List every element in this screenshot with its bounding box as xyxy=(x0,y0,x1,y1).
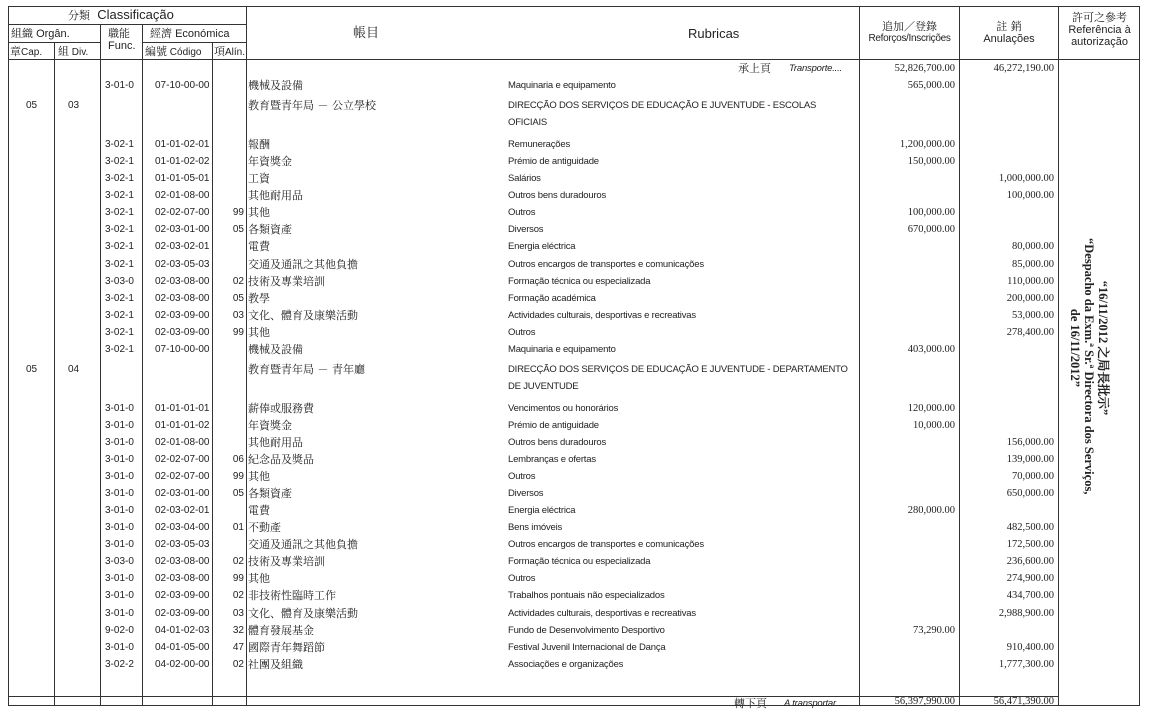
func-code: 3-02-1 xyxy=(105,292,134,304)
econ-code: 07-10-00-00 xyxy=(155,343,210,355)
func-code: 3-01-0 xyxy=(105,539,134,551)
rubric-pt: Formação técnica ou especializada xyxy=(508,556,651,568)
alinea-code: 02 xyxy=(232,590,244,602)
func-code: 3-01-0 xyxy=(105,522,134,534)
econ-code: 02-02-07-00 xyxy=(155,454,210,466)
econ-code: 01-01-05-01 xyxy=(155,173,210,185)
econ-code: 02-01-08-00 xyxy=(155,190,210,202)
rubric-pt: Remunerações xyxy=(508,139,571,151)
transport-in-label-pt: Transporte.... xyxy=(789,63,842,74)
rubric-pt: Maquinaria e equipamento xyxy=(508,80,616,91)
section-title-pt: DIRECÇÃO DOS SERVIÇOS DE EDUCAÇÃO E JUVENTUDE - DEPARTAMENTO xyxy=(508,363,848,375)
func-code: 3-01-0 xyxy=(105,573,134,585)
func-code: 3-03-0 xyxy=(105,556,134,568)
econ-code: 02-03-05-03 xyxy=(155,539,210,551)
func-code: 3-01-0 xyxy=(105,488,134,500)
rubric-pt: Prémio de antiguidade xyxy=(508,419,599,431)
econ-code: 02-03-09-00 xyxy=(155,326,210,338)
econ-header: 經濟 Económica xyxy=(150,27,230,40)
rubric-zh: 文化、體育及康樂活動 xyxy=(248,606,358,620)
func-code: 3-02-2 xyxy=(105,658,134,670)
econ-code: 02-02-07-00 xyxy=(155,207,210,219)
func-code: 3-01-0 xyxy=(105,641,134,653)
alinea-code: 02 xyxy=(232,556,244,568)
alinea-code: 05 xyxy=(232,224,244,236)
code-header: 編號 Código xyxy=(145,45,202,58)
func-header: 職能 Func. xyxy=(108,27,136,52)
func-code: 3-02-1 xyxy=(105,326,134,338)
alinea-code: 02 xyxy=(232,658,244,670)
section-title-pt: DIRECÇÃO DOS SERVIÇOS DE EDUCAÇÃO E JUVENTUDE - ESCOLAS xyxy=(508,100,817,112)
econ-code: 02-01-08-00 xyxy=(155,437,210,448)
rubric-zh: 其他 xyxy=(248,325,270,339)
amount-anulacoes: 482,500.00 xyxy=(1006,522,1054,534)
rubric-zh-header: 帳目 xyxy=(353,26,380,41)
reference-header: 許可之參考 Referência à autorização xyxy=(1068,11,1131,48)
rubric-pt: Actividades culturais, desportivas e recreativas xyxy=(508,309,696,321)
amount-reforcos: 403,000.00 xyxy=(907,343,955,355)
transport-in-anulacoes: 46,272,190.00 xyxy=(993,63,1054,74)
rubric-zh: 體育發展基金 xyxy=(248,623,314,637)
func-code: 3-02-1 xyxy=(105,173,134,185)
budget-table xyxy=(8,6,1140,710)
rubric-zh: 年資獎金 xyxy=(248,155,292,169)
rubric-zh: 年資獎金 xyxy=(248,418,292,432)
econ-code: 02-03-09-00 xyxy=(155,607,210,619)
transport-out-reforcos: 56,397,990.00 xyxy=(894,696,955,707)
rubric-zh: 各類資產 xyxy=(248,487,292,501)
func-code: 3-02-1 xyxy=(105,309,134,321)
section-title-zh: 教育暨青年局 － 青年廳 xyxy=(248,362,365,376)
econ-code: 02-03-04-00 xyxy=(155,522,210,534)
alinea-code: 05 xyxy=(232,488,244,500)
econ-code: 02-03-08-00 xyxy=(155,573,210,585)
rubric-zh: 技術及專業培訓 xyxy=(248,274,325,288)
econ-code: 04-01-05-00 xyxy=(155,641,210,653)
section-div: 03 xyxy=(68,100,80,112)
func-code: 3-02-1 xyxy=(105,258,134,270)
rubric-pt: Lembranças e ofertas xyxy=(508,454,596,466)
rubric-zh: 技術及專業培訓 xyxy=(248,555,325,569)
rubric-zh: 其他耐用品 xyxy=(248,189,303,203)
alinea-code: 99 xyxy=(232,207,244,219)
func-code: 3-01-0 xyxy=(105,590,134,602)
econ-code: 01-01-01-01 xyxy=(155,402,210,414)
rubric-pt: Bens imóveis xyxy=(508,522,563,534)
func-code: 3-01-0 xyxy=(105,437,134,448)
rubric-pt: Trabalhos pontuais não especializados xyxy=(508,590,665,602)
rubric-pt-header: Rubricas xyxy=(688,26,740,41)
econ-code: 02-03-02-01 xyxy=(155,505,210,517)
section-div: 04 xyxy=(68,363,80,375)
amount-anulacoes: 110,000.00 xyxy=(1007,275,1054,287)
amount-anulacoes: 139,000.00 xyxy=(1006,454,1054,466)
amount-anulacoes: 85,000.00 xyxy=(1012,258,1054,270)
amount-anulacoes: 1,777,300.00 xyxy=(998,658,1054,670)
rubric-zh: 電費 xyxy=(248,240,270,254)
amount-anulacoes: 70,000.00 xyxy=(1012,471,1054,483)
section-cap: 05 xyxy=(26,363,38,375)
alinea-code: 02 xyxy=(232,275,244,287)
transport-out-label-pt: A transportar.... xyxy=(784,698,846,709)
rubric-pt: Diversos xyxy=(508,224,544,236)
func-code: 3-02-1 xyxy=(105,241,134,253)
econ-code: 02-03-08-00 xyxy=(155,292,210,304)
rubric-zh: 文化、體育及康樂活動 xyxy=(248,308,358,322)
alinea-code: 06 xyxy=(232,454,244,466)
amount-anulacoes: 2,988,900.00 xyxy=(998,607,1054,619)
func-code: 3-01-0 xyxy=(105,471,134,483)
rubric-pt: Fundo de Desenvolvimento Desportivo xyxy=(508,624,665,636)
func-code: 3-02-1 xyxy=(105,190,134,202)
econ-code: 02-03-09-00 xyxy=(155,309,210,321)
alinea-code: 03 xyxy=(232,309,244,321)
rubric-pt: Associações e organizações xyxy=(508,658,624,670)
anulacoes-header: 註 銷 Anulações xyxy=(983,20,1035,45)
amount-anulacoes: 53,000.00 xyxy=(1012,309,1054,321)
authorization-reference: “16/11/2012 之局長批示” “Despacho da Exm.ª Sr.ª Directora dos Serviços, de 16/11/2012” xyxy=(1068,238,1110,495)
amount-reforcos: 73,290.00 xyxy=(913,624,955,636)
section-cap: 05 xyxy=(26,100,38,112)
amount-anulacoes: 200,000.00 xyxy=(1006,292,1054,304)
econ-code: 01-01-01-02 xyxy=(155,419,210,431)
amount-anulacoes: 236,600.00 xyxy=(1006,556,1054,568)
alinea-code: 99 xyxy=(232,326,244,338)
amount-reforcos: 10,000.00 xyxy=(913,419,955,431)
amount-anulacoes: 650,000.00 xyxy=(1006,488,1054,500)
reforcos-header: 追加／登錄 Reforços/Inscrições xyxy=(868,20,951,44)
rubric-zh: 機械及設備 xyxy=(248,79,303,92)
rubric-pt: Prémio de antiguidade xyxy=(508,156,599,168)
rubric-pt: Outros xyxy=(508,573,536,585)
econ-code: 04-02-00-00 xyxy=(155,658,210,670)
rubric-zh: 各類資產 xyxy=(248,223,292,237)
func-code: 3-02-1 xyxy=(105,139,134,151)
rubric-pt: Maquinaria e equipamento xyxy=(508,343,616,355)
alinea-code: 99 xyxy=(232,573,244,585)
rubric-pt: Diversos xyxy=(508,488,544,500)
amount-reforcos: 100,000.00 xyxy=(907,207,955,219)
section-title-pt-cont: OFICIAIS xyxy=(508,117,548,129)
amount-anulacoes: 910,400.00 xyxy=(1006,641,1054,653)
rubric-zh: 不動產 xyxy=(248,521,281,535)
alinea-code: 99 xyxy=(232,471,244,483)
func-code: 3-01-0 xyxy=(105,505,134,517)
econ-code: 01-01-02-02 xyxy=(155,156,210,168)
amount-anulacoes: 156,000.00 xyxy=(1006,437,1054,448)
rubric-zh: 其他 xyxy=(248,470,270,484)
rubric-zh: 機械及設備 xyxy=(248,342,303,356)
func-code: 3-01-0 xyxy=(105,402,134,414)
alinea-code: 32 xyxy=(232,624,244,636)
cap-header: 章Cap. xyxy=(10,45,43,58)
econ-code: 02-03-02-01 xyxy=(155,241,210,253)
rubric-zh: 國際青年舞蹈節 xyxy=(248,640,325,654)
econ-code: 01-01-02-01 xyxy=(155,139,210,151)
amount-anulacoes: 80,000.00 xyxy=(1012,241,1054,253)
rubric-pt: Outros xyxy=(508,326,536,338)
alinea-code: 47 xyxy=(232,641,244,653)
econ-code: 02-03-01-00 xyxy=(155,224,210,236)
rubric-pt: Outros encargos de transportes e comunicações xyxy=(508,539,704,551)
econ-code: 02-03-08-00 xyxy=(155,556,210,568)
econ-code: 04-01-02-03 xyxy=(155,624,210,636)
rubric-zh: 交通及通訊之其他負擔 xyxy=(248,538,358,552)
rubric-zh: 社團及組織 xyxy=(248,657,303,671)
div-header: 組 Div. xyxy=(58,45,89,58)
rubric-pt: Energia eléctrica xyxy=(508,505,576,517)
alinea-code: 01 xyxy=(232,522,244,534)
classification-header: 分類 Classificação xyxy=(68,7,174,22)
rubric-pt: Festival Juvenil Internacional de Dança xyxy=(508,641,666,653)
rubric-pt: Formação académica xyxy=(508,292,596,304)
rubric-pt: Vencimentos ou honorários xyxy=(508,402,619,414)
rubric-pt: Outros encargos de transportes e comunicações xyxy=(508,258,704,270)
rubric-zh: 其他耐用品 xyxy=(248,436,303,449)
rubric-zh: 非技術性臨時工作 xyxy=(248,589,336,603)
amount-reforcos: 120,000.00 xyxy=(907,402,955,414)
rubric-zh: 其他 xyxy=(248,206,270,220)
amount-reforcos: 280,000.00 xyxy=(907,505,955,517)
rubric-pt: Formação técnica ou especializada xyxy=(508,275,651,287)
alinea-code: 05 xyxy=(232,292,244,304)
section-title-pt-cont: DE JUVENTUDE xyxy=(508,380,579,392)
func-code: 3-02-1 xyxy=(105,156,134,168)
alin-header: 項Alín. xyxy=(214,45,246,58)
section-title-zh: 教育暨青年局 － 公立學校 xyxy=(248,99,376,113)
amount-reforcos: 150,000.00 xyxy=(907,156,955,168)
rubric-zh: 薪俸或服務費 xyxy=(248,401,314,415)
amount-anulacoes: 172,500.00 xyxy=(1006,539,1054,551)
func-code: 3-01-0 xyxy=(105,419,134,431)
amount-anulacoes: 100,000.00 xyxy=(1006,190,1054,202)
rubric-pt: Salários xyxy=(508,173,541,185)
func-code: 3-02-1 xyxy=(105,343,134,355)
econ-code: 02-03-01-00 xyxy=(155,488,210,500)
econ-code: 07-10-00-00 xyxy=(155,80,210,91)
rubric-pt: Outros xyxy=(508,207,536,219)
transport-out-label-zh: 轉下頁 xyxy=(734,697,767,710)
func-code: 9-02-0 xyxy=(105,624,134,636)
econ-code: 02-03-09-00 xyxy=(155,590,210,602)
func-code: 3-01-0 xyxy=(105,454,134,466)
transport-in-label-zh: 承上頁 xyxy=(738,62,771,75)
rubric-pt: Outros bens duradouros xyxy=(508,190,607,202)
func-code: 3-01-0 xyxy=(105,607,134,619)
amount-reforcos: 1,200,000.00 xyxy=(899,139,955,151)
econ-code: 02-02-07-00 xyxy=(155,471,210,483)
rubric-pt: Actividades culturais, desportivas e recreativas xyxy=(508,607,696,619)
rubric-zh: 其他 xyxy=(248,572,270,586)
amount-anulacoes: 434,700.00 xyxy=(1006,590,1054,602)
amount-anulacoes: 278,400.00 xyxy=(1006,326,1054,338)
econ-code: 02-03-05-03 xyxy=(155,258,210,270)
amount-reforcos: 565,000.00 xyxy=(907,80,955,91)
func-code: 3-02-1 xyxy=(105,207,134,219)
amount-reforcos: 670,000.00 xyxy=(907,224,955,236)
rubric-pt: Outros xyxy=(508,471,536,483)
organ-header: 組織 Orgân. xyxy=(11,27,70,40)
rubric-zh: 工資 xyxy=(248,172,270,186)
func-code: 3-02-1 xyxy=(105,224,134,236)
rubric-zh: 交通及通訊之其他負擔 xyxy=(248,257,358,271)
rubric-zh: 報酬 xyxy=(248,138,270,152)
rubric-zh: 紀念品及獎品 xyxy=(248,453,314,467)
func-code: 3-03-0 xyxy=(105,275,134,287)
rubric-zh: 電費 xyxy=(248,504,270,518)
transport-out-anulacoes: 56,471,390.00 xyxy=(993,696,1054,707)
rubric-pt: Energia eléctrica xyxy=(508,241,576,253)
rubric-zh: 教學 xyxy=(248,291,270,305)
rubric-pt: Outros bens duradouros xyxy=(508,437,607,448)
alinea-code: 03 xyxy=(232,607,244,619)
amount-anulacoes: 1,000,000.00 xyxy=(998,173,1054,185)
func-code: 3-01-0 xyxy=(105,80,134,91)
econ-code: 02-03-08-00 xyxy=(155,275,210,287)
amount-anulacoes: 274,900.00 xyxy=(1006,573,1054,585)
transport-in-reforcos: 52,826,700.00 xyxy=(894,63,955,74)
